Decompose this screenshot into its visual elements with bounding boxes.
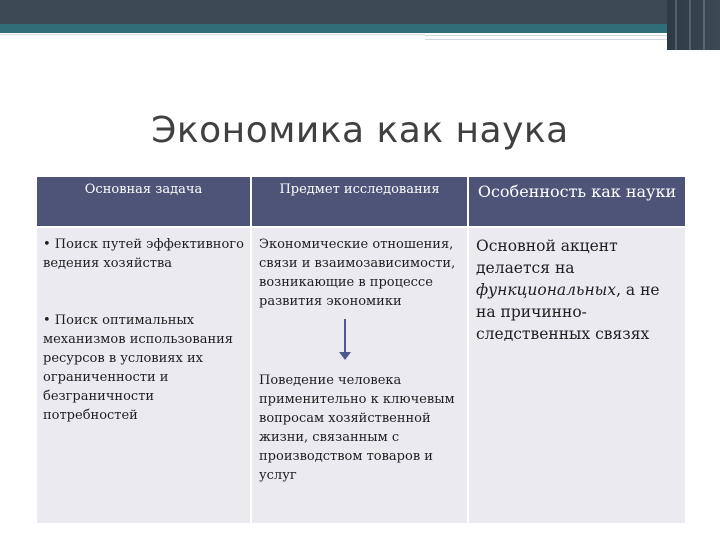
column-separator xyxy=(467,177,469,523)
feature-text-after: , а не на причинно-следственных связях xyxy=(476,281,660,343)
teal-band xyxy=(0,24,720,33)
header-subject: Предмет исследования xyxy=(252,177,467,227)
header-feature: Особенность как науки xyxy=(469,177,685,227)
cell-main-task xyxy=(37,227,250,523)
feature-text-emphasis: функциональных xyxy=(476,281,617,299)
header-main-task: Основная задача xyxy=(37,177,250,227)
subject-item-2: Поведение человека применительно к ключевым вопросам хозяйственной жизни, связанным с производством товаров и услуг xyxy=(259,373,455,483)
column-separator xyxy=(250,177,252,523)
subject-item-1: Экономические отношения, связи и взаимозависимости, возникающие в процессе развития экономики xyxy=(259,237,456,309)
accent-line xyxy=(425,35,667,40)
top-band xyxy=(0,0,720,24)
slide-title: Экономика как наука xyxy=(151,110,569,151)
task-item-2: • Поиск оптимальных механизмов использования ресурсов в условиях их ограниченности и безграничности потребностей xyxy=(43,313,233,423)
cell-feature xyxy=(469,227,685,523)
down-arrow-icon xyxy=(344,319,346,357)
corner-decoration xyxy=(667,0,720,50)
feature-text xyxy=(476,235,678,345)
feature-text-before: Основной акцент делается на xyxy=(476,237,618,277)
divider-line xyxy=(0,34,425,35)
row-separator xyxy=(37,226,685,228)
cell-subject xyxy=(252,227,467,523)
task-item-1: • Поиск путей эффективного ведения хозяйства xyxy=(43,237,244,271)
